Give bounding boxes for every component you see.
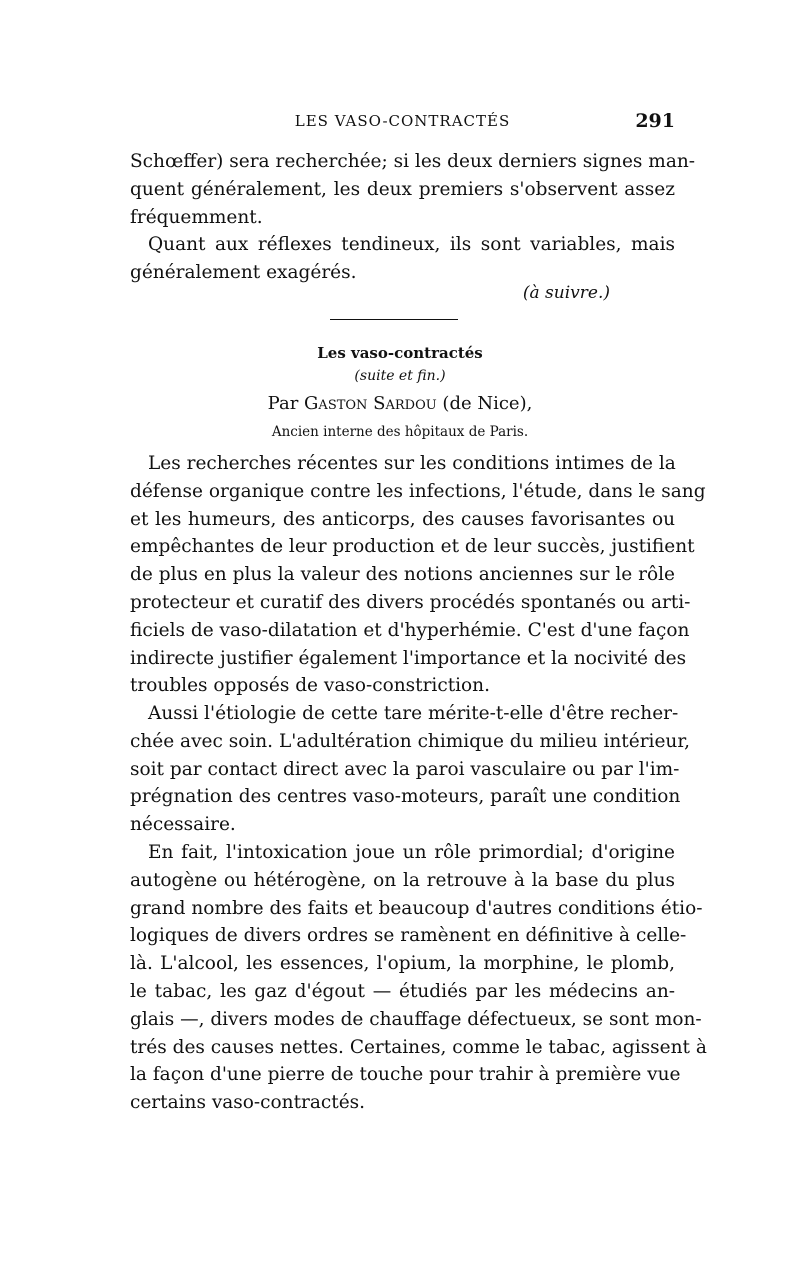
text-line: Aussi l'étiologie de cette tare mérite-t-elle d'être recher- (148, 703, 679, 724)
text-line: nécessaire. (130, 814, 236, 836)
text-line: fréquemment. (130, 206, 263, 228)
to-be-continued-note: (à suivre.) (522, 283, 610, 303)
text-line: le tabac, les gaz d'égout — étudiés par les médecins an- (130, 980, 675, 1002)
text-line: la façon d'une pierre de touche pour trahir à première vue (130, 1064, 681, 1086)
text-line: généralement exagérés. (130, 262, 357, 284)
page-number: 291 (635, 110, 675, 132)
text-line: et les humeurs, des anticorps, des causes favorisantes ou (130, 508, 675, 530)
text-line: trés des causes nettes. Certaines, comme le tabac, agissent à (130, 1036, 707, 1058)
text-line: glais —, divers modes de chauffage défectueux, se sont mon- (130, 1008, 702, 1030)
text-line: empêchantes de leur production et de leur succès, justifient (130, 536, 695, 558)
text-line: En fait, l'intoxication joue un rôle primordial; d'origine (148, 842, 675, 863)
text-line: soit par contact direct avec la paroi vasculaire ou par l'im- (130, 758, 680, 780)
text-line: là. L'alcool, les essences, l'opium, la morphine, le plomb, (130, 953, 675, 975)
running-head (130, 112, 675, 136)
text-line: prégnation des centres vaso-moteurs, paraît une condition (130, 786, 681, 808)
intro-paragraph-continued (130, 148, 696, 287)
body-paragraph-3 (130, 839, 707, 1117)
author-suffix: (de Nice), (436, 393, 533, 414)
text-line: défense organique contre les infections, l'étude, dans le sang (130, 480, 706, 502)
text-line: certains vaso-contractés. (130, 1092, 366, 1114)
body-paragraph-2 (130, 700, 691, 839)
text-line: autogène ou hétérogène, on la retrouve à la base du plus (130, 869, 675, 891)
author-affiliation: Ancien interne des hôpitaux de Paris. (271, 424, 529, 440)
text-line: troubles opposés de vaso-constriction. (130, 675, 490, 697)
text-line: Les recherches récentes sur les conditions intimes de la (148, 453, 676, 474)
author-prefix: Par (267, 393, 305, 414)
text-line: grand nombre des faits et beaucoup d'autres conditions étio- (130, 897, 703, 919)
text-line: indirecte justifier également l'importance et la nocivité des (130, 647, 687, 669)
section-divider (330, 319, 458, 320)
text-line: quent généralement, les deux premiers s'observent assez (130, 178, 675, 200)
text-line: chée avec soin. L'adultération chimique du milieu intérieur, (130, 730, 691, 752)
article-subtitle: (suite et fin.) (354, 368, 446, 384)
text-line: de plus en plus la valeur des notions anciennes sur le rôle (130, 564, 675, 586)
running-title: LES VASO-CONTRACTÉS (294, 112, 511, 130)
article-title: Les vaso-contractés (317, 344, 483, 362)
author-name: Gaston Sardou (304, 393, 437, 414)
text-line: Quant aux réflexes tendineux, ils sont variables, mais (148, 234, 675, 256)
text-line: protecteur et curatif des divers procédés spontanés ou arti- (130, 591, 691, 613)
text-line: logiques de divers ordres se ramènent en définitive à celle- (130, 925, 687, 947)
text-line: Schœffer) sera recherchée; si les deux derniers signes man- (130, 151, 696, 172)
article-author (0, 393, 800, 414)
body-paragraph-1 (130, 450, 706, 700)
text-line: ficiels de vaso-dilatation et d'hyperhémie. C'est d'une façon (130, 619, 690, 641)
